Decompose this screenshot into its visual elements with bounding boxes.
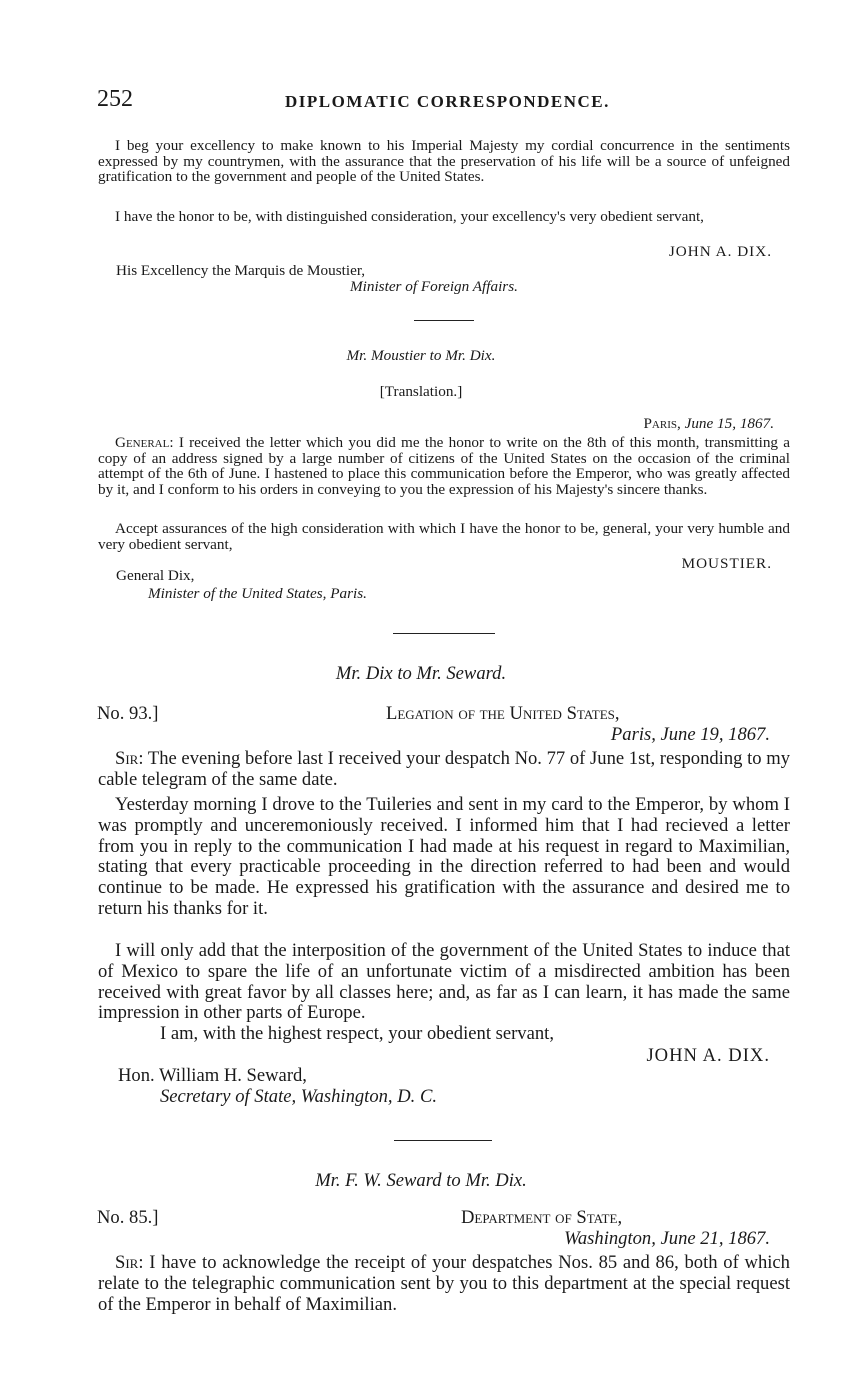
letter3-paragraph-2: Yesterday morning I drove to the Tuileries and sent in my card to the Emperor, by whom I was promptly and unceremoniously received. I informed him that I had recieved a letter from you in reply to the communication I had made at his request in regard to Maximilian, stating that every practicable proceeding in the direction referred to had been and would continue to be made. He expressed his gratification with the assurance and desired me to return his thanks for it. xyxy=(98,794,790,919)
letter3-addressee-title: Secretary of State, Washington, D. C. xyxy=(160,1086,437,1107)
letter3-signature: JOHN A. DIX. xyxy=(646,1045,770,1066)
letter2-dateline xyxy=(643,416,774,432)
letter3-closing: I am, with the highest respect, your obedient servant, xyxy=(160,1023,554,1044)
letter1-addressee-name: His Excellency the Marquis de Moustier, xyxy=(116,262,366,279)
letter4-salutation: Sir: xyxy=(115,1252,144,1273)
letter2-dateline-date: June 15, 1867. xyxy=(684,415,774,432)
letter4-dateline-org: Department of State, xyxy=(461,1207,623,1228)
letter2-heading: Mr. Moustier to Mr. Dix. xyxy=(346,347,496,364)
letter4-paragraph-1 xyxy=(98,1253,790,1315)
letter2-dateline-place: Paris, xyxy=(643,415,681,432)
letter1-paragraph-2: I have the honor to be, with distinguished consideration, your excellency's very obedient servant, xyxy=(115,208,704,225)
letter1-signature: JOHN A. DIX. xyxy=(668,243,772,260)
letter3-paragraph-1 xyxy=(98,749,790,791)
page-number: 252 xyxy=(97,86,133,112)
letter4-dateline-place-date: Washington, June 21, 1867. xyxy=(564,1228,770,1249)
running-title: DIPLOMATIC CORRESPONDENCE. xyxy=(285,92,610,111)
letter4-heading: Mr. F. W. Seward to Mr. Dix. xyxy=(315,1170,527,1191)
section-divider xyxy=(393,633,495,634)
letter3-salutation: Sir: xyxy=(115,748,144,769)
letter3-dateline-org: Legation of the United States, xyxy=(386,703,620,724)
letter2-paragraph-1-text: I received the letter which you did me the honor to write on the 8th of this month, transmitting a copy of an address signed by a large number of citizens of the United States on the occasion of the criminal attempt of the 6th of June. I hastened to place this communication before the Emperor, who was greatly affected by it, and I conform to his orders in conveying to you the expression of his Majesty's sincere thanks. xyxy=(98,434,790,498)
letter4-paragraph-1-text: I have to acknowledge the receipt of your despatches Nos. 85 and 86, both of which relate to the telegraphic communication sent by you to this department at the special request of the Emperor in behalf of Maximilian. xyxy=(98,1252,790,1315)
letter2-salutation: General: xyxy=(115,434,174,451)
letter3-paragraph-1-text: The evening before last I received your despatch No. 77 of June 1st, responding to my cable telegram of the same date. xyxy=(98,748,791,790)
letter3-addressee-name: Hon. William H. Seward, xyxy=(118,1065,307,1086)
letter1-paragraph-1: I beg your excellency to make known to his Imperial Majesty my cordial concurrence in the sentiments expressed by my countrymen, with the assurance that the preservation of his life will be a source of unfeigned gratification to the government and people of the United States. xyxy=(98,137,790,186)
letter2-addressee-name: General Dix, xyxy=(116,567,195,584)
letter3-dateline-place-date: Paris, June 19, 1867. xyxy=(610,724,770,745)
letter3-heading: Mr. Dix to Mr. Seward. xyxy=(335,663,507,684)
section-divider xyxy=(394,1140,492,1141)
letter1-addressee-title: Minister of Foreign Affairs. xyxy=(350,278,518,295)
letter3-paragraph-3: I will only add that the interposition of the government of the United States to induce that of Mexico to spare the life of an unfortunate victim of a misdirected ambition has been received with great favor by all classes here; and, as far as I can learn, it has made the same impression in other parts of Europe. xyxy=(98,940,790,1024)
letter2-paragraph-1 xyxy=(98,435,790,497)
letter2-addressee-title: Minister of the United States, Paris. xyxy=(148,585,367,602)
letter2-paragraph-2: Accept assurances of the high consideration with which I have the honor to be, general, your very humble and very obedient servant, xyxy=(98,520,790,553)
letter4-number: No. 85.] xyxy=(97,1207,159,1228)
letter2-signature: MOUSTIER. xyxy=(681,555,772,572)
section-divider xyxy=(414,320,474,321)
letter2-translation-note: [Translation.] xyxy=(379,383,463,400)
letter3-number: No. 93.] xyxy=(97,703,159,724)
